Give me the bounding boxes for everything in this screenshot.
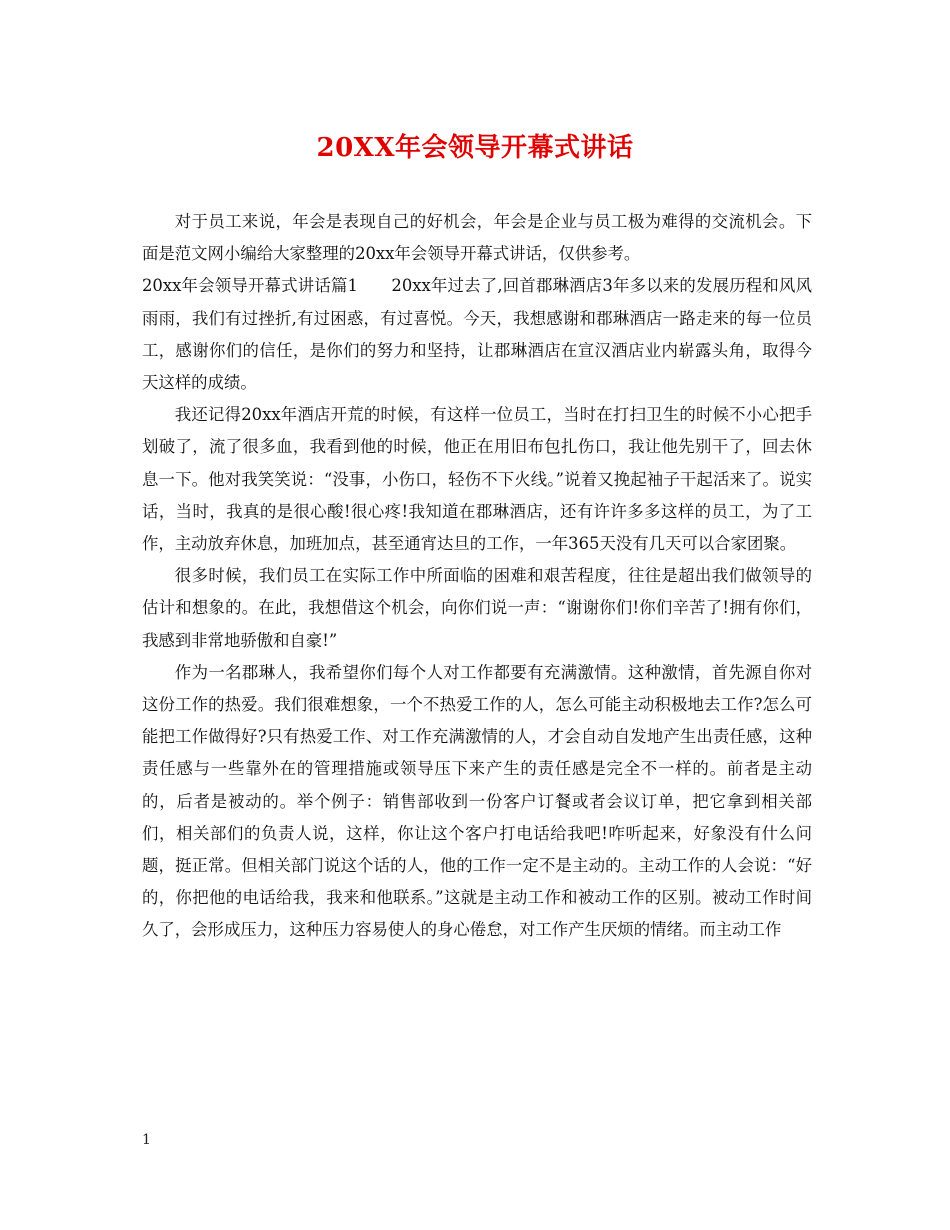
paragraph-thanks: 很多时候，我们员工在实际工作中所面临的困难和艰苦程度，往往是超出我们做领导的估计和想象的。在此，我想借这个机会，向你们说一声：“谢谢你们!你们辛苦了!拥有你们，我感到非常地骄傲和自豪!” [142,566,812,650]
paragraph-intro: 对于员工来说，年会是表现自己的好机会，年会是企业与员工极为难得的交流机会。下面是范文网小编给大家整理的20xx年会领导开幕式讲话，仅供参考。 [142,212,812,264]
page-title: 20XX年会领导开幕式讲话 [316,133,634,163]
document-body [142,206,812,947]
paragraph-memory: 我还记得20xx年酒店开荒的时候，有这样一位员工，当时在打扫卫生的时候不小心把手划破了，流了很多血，我看到他的时候，他正在用旧布包扎伤口，我让他先别干了，回去休息一下。他对我笑笑说：“没事，小伤口，轻伤不下火线。”说着又挽起袖子干起活来了。说实话，当时，我真的是很心酸!很心疼!我知道在郡琳酒店，还有许许多多这样的员工，为了工作，主动放弃休息，加班加点，甚至通宵达旦的工作，一年365天没有几天可以合家团聚。 [142,405,812,554]
paragraph-passion: 作为一名郡琳人，我希望你们每个人对工作都要有充满激情。这种激情，首先源自你对这份工作的热爱。我们很难想象，一个不热爱工作的人，怎么可能主动积极地去工作?怎么可能把工作做得好?只有热爱工作、对工作充满激情的人，才会自动自发地产生出责任感，这种责任感与一些靠外在的管理措施或领导压下来产生的责任感是完全不一样的。前者是主动的，后者是被动的。举个例子：销售部收到一份客户订餐或者会议订单，把它拿到相关部们，相关部们的负责人说，这样，你让这个客户打电话给我吧!咋听起来，好象没有什么问题，挺正常。但相关部门说这个话的人，他的工作一定不是主动的。主动工作的人会说：“好的，你把他的电话给我，我来和他联系。”这就是主动工作和被动工作的区别。被动工作时间久了，会形成压力，这种压力容易使人的身心倦怠，对工作产生厌烦的情绪。而主动工作 [142,662,812,940]
paragraph-speech-start: 20xx年会领导开幕式讲话篇1 20xx年过去了,回首郡琳酒店3年多以来的发展历程和风风雨雨，我们有过挫折,有过困惑，有过喜悦。今天，我想感谢和郡琳酒店一路走来的每一位员工，感谢你们的信任，是你们的努力和坚持，让郡琳酒店在宣汉酒店业内崭露头角，取得今天这样的成绩。 [142,276,812,393]
page-number: 1 [142,1132,151,1148]
